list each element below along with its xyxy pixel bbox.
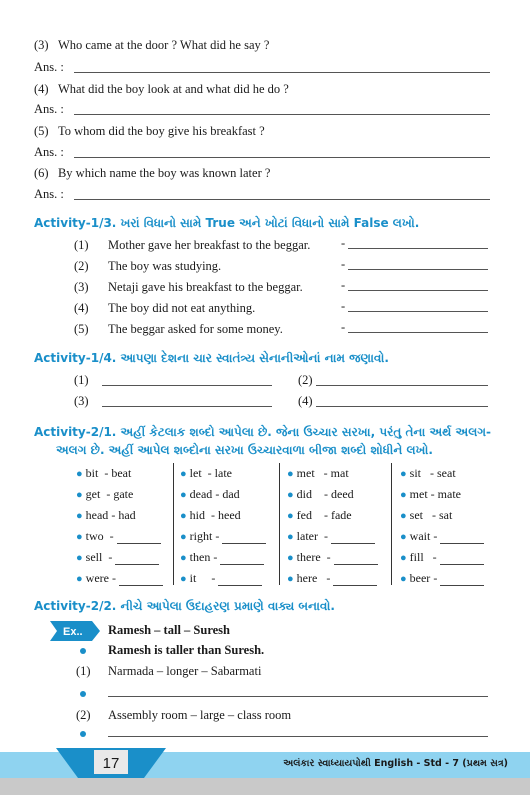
column-divider [279, 463, 280, 585]
bullet-icon: ● [287, 552, 294, 564]
answer-line[interactable] [348, 290, 488, 291]
bullet-icon: ● [287, 531, 294, 543]
bullet-icon: ● [400, 510, 407, 522]
activity-2-1-title: Activity-2/1. અહીં કેટલાક શબ્દો આપેલા છે. જેના ઉચ્ચાર સરખા, પરંતુ તેના અર્થ અલગ- [34, 425, 492, 439]
bullet-icon: ● [400, 531, 407, 543]
item-number: (1) [74, 373, 89, 387]
book-title: અલંકાર સ્વાધ્યાયપોથી English - Std - 7 (પ્રથમ સત્ર) [283, 758, 508, 769]
answer-blank[interactable] [440, 575, 484, 586]
answer-line[interactable] [74, 157, 490, 158]
word-pair: ● two - [76, 529, 161, 544]
word-pair: ● did - deed [287, 487, 354, 501]
bullet-icon: ● [180, 468, 187, 480]
word-pair: ● later - [287, 529, 375, 544]
bullet-icon [80, 691, 86, 697]
answer-label: Ans. : [34, 60, 64, 74]
answer-blank[interactable] [220, 554, 264, 565]
answer-blank[interactable] [117, 533, 161, 544]
answer-line[interactable] [74, 114, 490, 115]
bullet-icon: ● [400, 573, 407, 585]
bullet-icon: ● [180, 573, 187, 585]
statement-5: (5) [74, 322, 89, 336]
word-pair: ● were - [76, 571, 163, 586]
dash: - [341, 257, 346, 271]
answer-line[interactable] [316, 385, 488, 386]
example-answer: Ramesh is taller than Suresh. [108, 643, 265, 657]
question-4 [34, 82, 289, 97]
question-5 [34, 124, 265, 139]
word-pair: ● fill - [400, 550, 484, 565]
bullet-icon: ● [287, 468, 294, 480]
item-number: (1) [76, 664, 91, 678]
answer-line[interactable] [108, 696, 488, 697]
question-number: (3) [34, 38, 49, 52]
example-prompt: Ramesh – tall – Suresh [108, 623, 231, 637]
dash: - [341, 278, 346, 292]
word-pair: ● head - had [76, 508, 136, 522]
word-pair: ● set - sat [400, 508, 453, 522]
activity-1-4-title: Activity-1/4. આપણા દેશના ચાર સ્વાતંત્ર્ય સેનાનીઓનાં નામ જણાવો. [34, 351, 389, 365]
answer-label: Ans. : [34, 145, 64, 159]
bullet-icon: ● [400, 552, 407, 564]
bullet-icon: ● [180, 510, 187, 522]
statement-4: (4) [74, 301, 89, 315]
word-pair: ● beer - [400, 571, 484, 586]
answer-label: Ans. : [34, 102, 64, 116]
question-text: Who came at the door ? What did he say ? [57, 38, 270, 52]
bullet-icon: ● [76, 531, 83, 543]
word-pair: ● dead - dad [180, 487, 240, 501]
column-divider [173, 463, 174, 585]
bullet-icon: ● [76, 510, 83, 522]
word-pair: ● let - late [180, 466, 232, 480]
bullet-icon: ● [180, 531, 187, 543]
question-number: (6) [34, 166, 49, 180]
answer-blank[interactable] [333, 575, 377, 586]
statement-text: The boy did not eat anything. [108, 301, 256, 315]
answer-line[interactable] [348, 248, 488, 249]
word-pair: ● hid - heed [180, 508, 241, 522]
answer-blank[interactable] [218, 575, 262, 586]
activity-2-1-title-cont: અલગ છે. અહીં આપેલ શબ્દોના સરખા ઉચ્ચારવાળા બીજા શબ્દો શોધીને લખો. [56, 443, 433, 457]
question-text: By which name the boy was known later ? [57, 166, 271, 180]
answer-blank[interactable] [119, 575, 163, 586]
statement-text: Mother gave her breakfast to the beggar. [108, 238, 311, 252]
answer-line[interactable] [108, 736, 488, 737]
statement-1: (1) [74, 238, 89, 252]
item-number: (2) [298, 373, 313, 387]
statement-3: (3) [74, 280, 89, 294]
page-number-tab [56, 748, 166, 778]
question-text: What did the boy look at and what did he do ? [57, 82, 289, 96]
bullet-icon: ● [180, 552, 187, 564]
answer-line[interactable] [74, 72, 490, 73]
answer-line[interactable] [74, 199, 490, 200]
answer-blank[interactable] [440, 533, 484, 544]
word-pair: ● met - mat [287, 466, 349, 480]
word-pair: ● it - [180, 571, 262, 586]
item-number: (4) [298, 394, 313, 408]
example-label: Ex.. [63, 626, 83, 638]
word-pair: ● then - [180, 550, 264, 565]
bullet-icon [80, 731, 86, 737]
word-pair: ● fed - fade [287, 508, 352, 522]
word-pair: ● met - mate [400, 487, 461, 501]
answer-blank[interactable] [222, 533, 266, 544]
example-tag-icon [50, 621, 100, 641]
word-pair: ● here - [287, 571, 377, 586]
answer-blank[interactable] [331, 533, 375, 544]
bullet-icon: ● [287, 510, 294, 522]
activity-1-3-title: Activity-1/3. ખરાં વિધાનો સામે True અને ખોટાં વિધાનો સામે False લખો. [34, 216, 420, 230]
item-number: (2) [76, 708, 91, 722]
statement-text: The beggar asked for some money. [108, 322, 283, 336]
word-pair: ● wait - [400, 529, 484, 544]
word-pair: ● get - gate [76, 487, 134, 501]
bullet-icon: ● [76, 468, 83, 480]
statement-text: Netaji gave his breakfast to the beggar. [108, 280, 303, 294]
bullet-icon: ● [400, 489, 407, 501]
word-pair: ● sell - [76, 550, 159, 565]
word-pair: ● right - [180, 529, 266, 544]
bullet-icon: ● [76, 573, 83, 585]
dash: - [341, 299, 346, 313]
dash: - [341, 320, 346, 334]
word-pair: ● there - [287, 550, 378, 565]
answer-line[interactable] [348, 311, 488, 312]
word-pair: ● bit - beat [76, 466, 132, 480]
statement-text: The boy was studying. [108, 259, 222, 273]
column-divider [391, 463, 392, 585]
question-6 [34, 166, 270, 181]
bullet-icon: ● [287, 489, 294, 501]
bullet-icon: ● [287, 573, 294, 585]
answer-label: Ans. : [34, 187, 64, 201]
item-number: (3) [74, 394, 89, 408]
bullet-icon: ● [76, 552, 83, 564]
answer-blank[interactable] [440, 554, 484, 565]
question-number: (4) [34, 82, 49, 96]
answer-line[interactable] [348, 269, 488, 270]
bullet-icon: ● [180, 489, 187, 501]
activity-2-2-title: Activity-2/2. નીચે આપેલા ઉદાહરણ પ્રમાણે વાક્ય બનાવો. [34, 599, 335, 613]
answer-line[interactable] [102, 385, 272, 386]
answer-blank[interactable] [115, 554, 159, 565]
footer-strip [0, 778, 530, 795]
answer-line[interactable] [102, 406, 272, 407]
sentence-prompt: Assembly room – large – class room [108, 708, 292, 722]
question-text: To whom did the boy give his breakfast ? [57, 124, 265, 138]
word-pair: ● sit - seat [400, 466, 456, 480]
sentence-prompt: Narmada – longer – Sabarmati [108, 664, 262, 678]
bullet-icon: ● [400, 468, 407, 480]
dash: - [341, 236, 346, 250]
bullet-icon: ● [76, 489, 83, 501]
answer-line[interactable] [316, 406, 488, 407]
question-3 [34, 38, 269, 53]
page-number: 17 [102, 755, 120, 772]
bullet-icon [80, 648, 86, 654]
answer-blank[interactable] [334, 554, 378, 565]
question-number: (5) [34, 124, 49, 138]
answer-line[interactable] [348, 332, 488, 333]
statement-2: (2) [74, 259, 89, 273]
